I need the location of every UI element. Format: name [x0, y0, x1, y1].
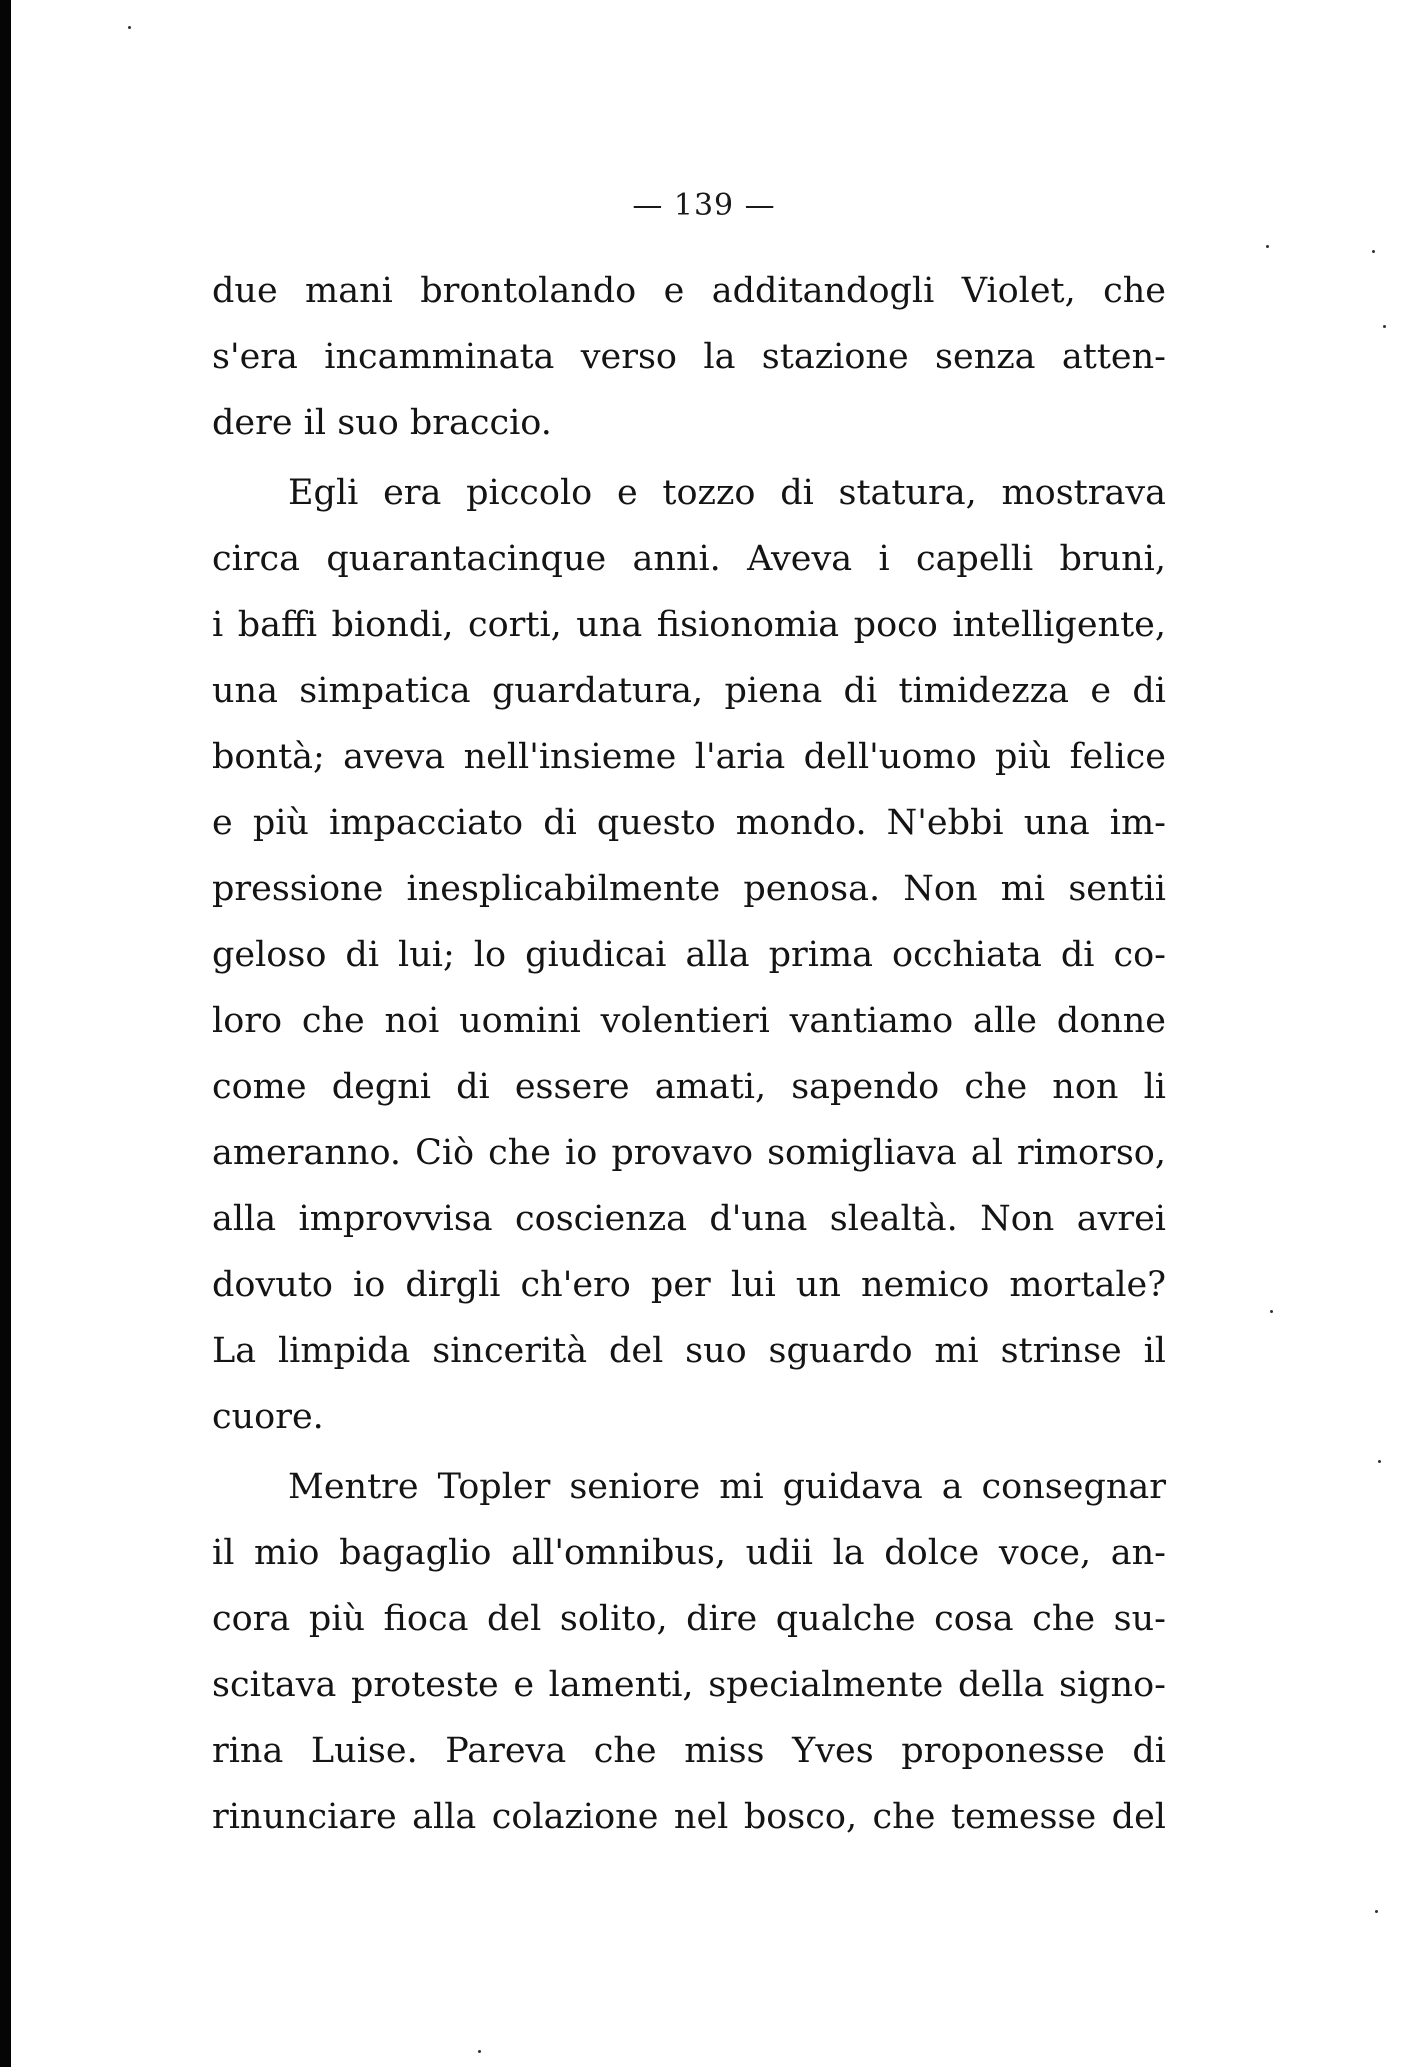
text-line: circa quarantacinque anni. Aveva i capelli bruni, [212, 539, 1166, 579]
page-number: — 139 — [632, 188, 776, 223]
scan-speck [1270, 1310, 1273, 1313]
text-line: s'era incamminata verso la stazione senza atten- [212, 337, 1166, 377]
text-line: il mio bagaglio all'omnibus, udii la dolce voce, an- [212, 1533, 1166, 1573]
text-line: alla improvvisa coscienza d'una slealtà. Non avrei [212, 1199, 1166, 1239]
text-line: cora più fioca del solito, dire qualche cosa che su- [212, 1599, 1166, 1639]
text-line: bontà; aveva nell'insieme l'aria dell'uomo più felice [212, 737, 1166, 777]
scan-speck [1383, 325, 1386, 328]
text-line: rinunciare alla colazione nel bosco, che temesse del [212, 1797, 1166, 1837]
text-line: come degni di essere amati, sapendo che non li [212, 1067, 1166, 1107]
text-line: Mentre Topler seniore mi guidava a consegnar [288, 1467, 1166, 1507]
text-line: dere il suo braccio. [212, 403, 552, 443]
scan-speck [1372, 250, 1375, 253]
scan-edge-shadow [0, 0, 11, 2067]
scan-speck [478, 2050, 481, 2053]
text-line: loro che noi uomini volentieri vantiamo alle donne [212, 1001, 1166, 1041]
text-line: dovuto io dirgli ch'ero per lui un nemico mortale? [212, 1265, 1166, 1305]
scan-speck [1375, 1910, 1378, 1913]
scan-speck [1266, 245, 1269, 248]
text-line: Egli era piccolo e tozzo di statura, mostrava [288, 473, 1166, 513]
text-line: scitava proteste e lamenti, specialmente della signo- [212, 1665, 1166, 1705]
text-line: geloso di lui; lo giudicai alla prima occhiata di co- [212, 935, 1166, 975]
text-line: pressione inesplicabilmente penosa. Non mi sentii [212, 869, 1166, 909]
scan-speck [1378, 1460, 1381, 1463]
text-line: una simpatica guardatura, piena di timidezza e di [212, 671, 1166, 711]
text-line: i baffi biondi, corti, una fisionomia poco intelligente, [212, 605, 1166, 645]
text-line: La limpida sincerità del suo sguardo mi strinse il [212, 1331, 1166, 1371]
text-line: e più impacciato di questo mondo. N'ebbi una im- [212, 803, 1166, 843]
scan-speck [128, 26, 131, 29]
text-line: ameranno. Ciò che io provavo somigliava al rimorso, [212, 1133, 1166, 1173]
text-line: due mani brontolando e additandogli Violet, che [212, 271, 1166, 311]
text-line: rina Luise. Pareva che miss Yves proponesse di [212, 1731, 1166, 1771]
text-line: cuore. [212, 1397, 324, 1437]
